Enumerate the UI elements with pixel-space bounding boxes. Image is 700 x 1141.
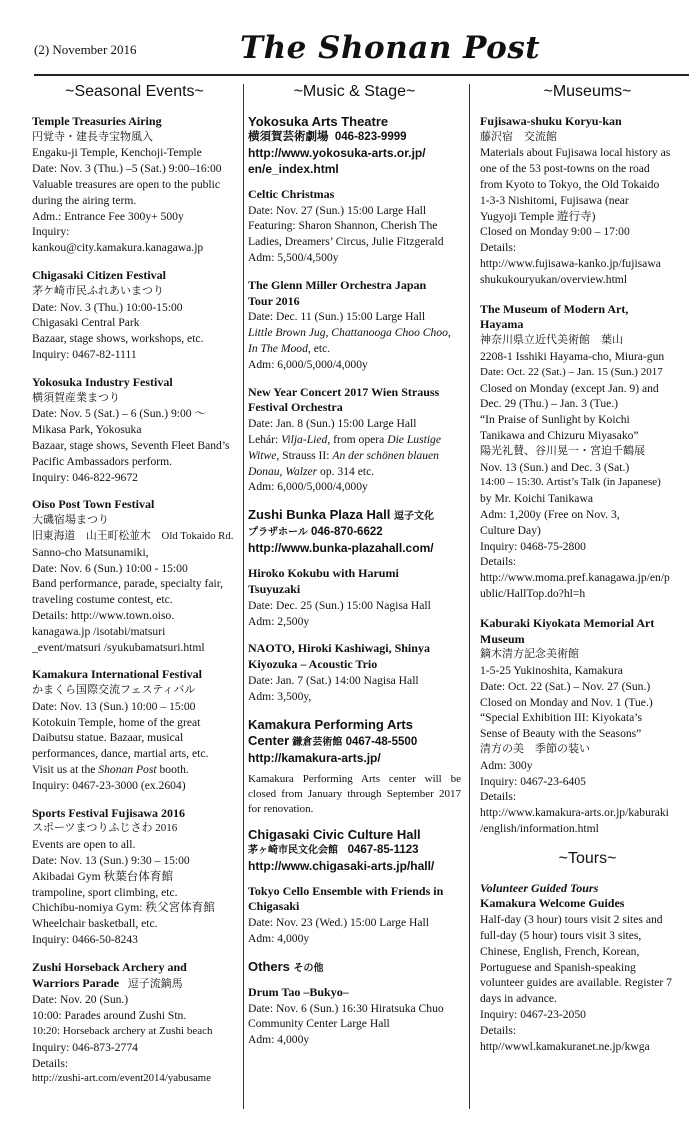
show-title: NAOTO, Hiroki Kashiwagi, Shinya <box>248 641 430 656</box>
museum-title: Kaburaki Kiyokata Memorial Art <box>480 615 655 630</box>
show-date: Date: Dec. 11 (Sun.) 15:00 Large Hall <box>248 310 426 324</box>
event-entry <box>32 497 237 655</box>
show-title: Kiyozuka – Acoustic Trio <box>248 657 378 672</box>
tour-inquiry: Inquiry: 0467-23-2050 <box>480 1008 586 1022</box>
show-title: Festival Orchestra <box>248 400 343 415</box>
show-title: Hiroko Kokubu with Harumi <box>248 566 399 581</box>
venue-name: Chigasaki Civic Culture Hall <box>248 826 421 842</box>
event-date: Date: Nov. 13 (Sun.) 10:00 – 15:00 <box>32 699 196 713</box>
column-divider <box>243 84 244 1109</box>
program-part: Donau, Walzer <box>248 464 318 478</box>
show-program: Little Brown Jug, Chattanooga Choo Choo, <box>248 326 451 340</box>
show-title: Chigasaki <box>248 899 300 914</box>
event-title: Temple Treasuries Airing <box>32 113 162 128</box>
event-email[interactable]: kankou@city.kamakura.kanagawa.jp <box>32 241 204 255</box>
venue-name-ja: 鎌倉芸術館 <box>292 736 343 748</box>
venue-name: Kamakura Performing Arts <box>248 716 413 732</box>
museum-text: Materials about Fujisawa local history as <box>480 146 671 160</box>
show-program <box>248 448 461 464</box>
museum-details: Details: <box>480 790 517 804</box>
venue-url[interactable]: http://kamakura-arts.jp/ <box>248 750 381 765</box>
museum-address: Yugyoji Temple 遊行寺) <box>480 209 596 223</box>
venue-name: Yokosuka Arts Theatre <box>248 113 389 129</box>
exhibition-title-ja: 陽光礼賛、谷川晃一・宮迫千鶴展 <box>480 444 645 457</box>
exhibition-title: Tanikawa and Chizuru Miyasako” <box>480 428 639 442</box>
museum-url[interactable]: ublic/HallTop.do?hl=h <box>480 586 586 600</box>
museum-title: Fujisawa-shuku Koryu-kan <box>480 113 622 128</box>
museum-entry <box>480 114 695 288</box>
venue-block <box>248 507 461 556</box>
event-text: Bazaar, stage shows, workshops, etc. <box>32 332 204 346</box>
show-title: Drum Tao –Bukyo– <box>248 984 349 999</box>
museum-title-ja: 藤沢宿 交流館 <box>480 130 557 143</box>
event-entry <box>32 806 237 948</box>
tour-text: Chinese, English, French, Korean, <box>480 944 640 958</box>
museum-date: Date: Oct. 22 (Sat.) – Jan. 15 (Sun.) 2017 <box>480 365 663 378</box>
event-title: Kamakura International Festival <box>32 667 202 682</box>
museum-title: The Museum of Modern Art, <box>480 301 629 316</box>
event-text: Band performance, parade, specialty fair, <box>32 577 224 591</box>
show-venue: Community Center Large Hall <box>248 1017 390 1031</box>
museum-date: Date: Oct. 22 (Sat.) – Nov. 27 (Sun.) <box>480 679 651 693</box>
tour-entry <box>480 881 695 1055</box>
show-entry <box>248 187 461 266</box>
venue-name-line <box>248 959 461 977</box>
museum-hours: Closed on Monday and Nov. 1 (Tue.) <box>480 695 653 709</box>
exhibition-title-ja: 清方の美 季節の装い <box>480 743 590 756</box>
show-entry <box>248 566 461 629</box>
tour-text: days in advance. <box>480 992 557 1006</box>
museum-text: one of the 53 post-towns on the road <box>480 162 650 176</box>
museum-title-ja: 神奈川県立近代美術館 葉山 <box>480 334 623 347</box>
tour-text: Portuguese and Spanish-speaking <box>480 960 636 974</box>
section-heading-seasonal: ~Seasonal Events~ <box>65 83 204 100</box>
show-date: Date: Jan. 7 (Sat.) 14:00 Nagisa Hall <box>248 673 419 687</box>
seasonal-events-column <box>32 84 237 1099</box>
show-date: Date: Nov. 6 (Sun.) 16:30 Hiratsuka Chuo <box>248 1001 444 1015</box>
column-divider <box>469 84 470 1109</box>
museum-address: 2208-1 Isshiki Hayama-cho, Miura-gun <box>480 349 665 363</box>
museum-details: Details: <box>480 241 517 255</box>
venue-notice: Kamakura Performing Arts center will be closed from January through September 2017 for renovation. <box>248 772 461 815</box>
section-heading-museums: ~Museums~ <box>543 83 632 100</box>
museum-entry <box>480 302 695 602</box>
venue-url[interactable]: http://www.bunka-plazahall.com/ <box>248 541 434 556</box>
event-text: during the airing term. <box>32 193 137 207</box>
event-text: traveling costume contest, etc. <box>32 593 173 607</box>
museum-admission: Adm: 300y <box>480 758 533 772</box>
tour-category: Volunteer Guided Tours <box>480 880 599 895</box>
event-date: Date: Nov. 3 (Thu.) –5 (Sat.) 9:00–16:00 <box>32 162 222 176</box>
event-venue: Akibadai Gym 秋葉台体育館 <box>32 869 174 883</box>
museum-hours: Closed on Monday 9:00 – 17:00 <box>480 225 630 239</box>
program-part: An der schönen blauen <box>332 448 439 462</box>
event-url[interactable]: _event/matsuri /syukubamatsuri.html <box>32 640 205 654</box>
venue-block <box>248 827 461 874</box>
event-venue: 旧東海道 山王町松並木 Old Tokaido Rd. <box>32 529 234 542</box>
event-text: Kotokuin Temple, home of the great <box>32 715 201 729</box>
venue-url[interactable]: http://www.yokosuka-arts.or.jp/ <box>248 145 426 160</box>
event-admission: Adm.: Entrance Fee 300y+ 500y <box>32 209 184 223</box>
show-program <box>248 432 461 448</box>
event-date: Date: Nov. 5 (Sat.) – 6 (Sun.) 9:00 ～ <box>32 407 207 421</box>
show-title: The Glenn Miller Orchestra Japan <box>248 277 427 292</box>
show-admission: Adm: 3,500y, <box>248 689 312 703</box>
venue-contact <box>248 733 461 750</box>
tour-title: Kamakura Welcome Guides <box>480 896 625 911</box>
venue-url[interactable]: en/e_index.html <box>248 161 339 176</box>
issue-date: (2) November 2016 <box>34 42 137 57</box>
exhibition-title: “In Praise of Sunlight by Koichi <box>480 413 630 427</box>
event-venue: Engaku-ji Temple, Kenchoji-Temple <box>32 146 202 160</box>
event-details: Details: <box>32 1056 69 1070</box>
program-part: Witwe <box>248 448 277 462</box>
museum-url[interactable]: /english/information.html <box>480 822 599 836</box>
event-text: Valuable treasures are open to the public <box>32 177 221 191</box>
museum-admission: Adm: 1,200y (Free on Nov. 3, <box>480 507 620 521</box>
venue-contact <box>248 130 461 145</box>
museum-url[interactable]: http://www.fujisawa-kanko.jp/fujisawa <box>480 256 661 270</box>
venue-url[interactable]: http://www.chigasaki-arts.jp/hall/ <box>248 858 435 873</box>
section-heading-tours: ~Tours~ <box>558 849 617 867</box>
venue-name-ja: 逗子文化 <box>393 511 434 523</box>
event-text: Daibutsu statue. Bazaar, musical <box>32 731 184 745</box>
venue-phone: 046-870-6622 <box>311 526 383 539</box>
event-date: Date: Nov. 13 (Sun.) 9:30 – 15:00 <box>32 854 190 868</box>
show-title: Tokyo Cello Ensemble with Friends in <box>248 883 444 898</box>
tour-details: Details: <box>480 1023 517 1037</box>
event-venue: Chichibu-nomiya Gym: 秩父宮体育館 <box>32 901 215 915</box>
museum-url[interactable]: http://www.moma.pref.kanagawa.jp/en/p <box>480 571 670 585</box>
venue-phone: 0467-48-5500 <box>345 735 418 748</box>
event-inquiry: Inquiry: 0467-82-1111 <box>32 347 137 361</box>
show-text: Featuring: Sharon Shannon, Cherish The <box>248 219 438 233</box>
section-heading-music: ~Music & Stage~ <box>293 83 416 100</box>
event-title-ja: 円覚寺・建長寺宝物風入 <box>32 130 153 143</box>
program-part: , Strauss II: <box>276 448 333 462</box>
venue-name-ja: プラザホール <box>248 527 308 539</box>
museum-title: Museum <box>480 631 525 646</box>
event-text: 10:20: Horseback archery at Zushi beach <box>32 1025 213 1038</box>
museum-address: 1-3-3 Nishitomi, Fujisawa (near <box>480 193 629 207</box>
show-program <box>248 464 461 480</box>
museum-text: Nov. 13 (Sun.) and Dec. 3 (Sat.) <box>480 460 630 474</box>
event-title-line <box>32 976 237 993</box>
venue-name-ja: 横須賀芸術劇場 <box>248 130 329 143</box>
show-admission: Adm: 4,000y <box>248 931 310 945</box>
tour-text: volunteer guides are available. Register 7 <box>480 976 672 990</box>
museum-hours: Dec. 29 (Thu.) – Jan. 3 (Tue.) <box>480 397 619 411</box>
event-title: Chigasaki Citizen Festival <box>32 267 166 282</box>
show-entry <box>248 278 461 373</box>
museum-title: Hayama <box>480 317 524 332</box>
museum-url[interactable]: shukukouryukan/overview.html <box>480 272 628 286</box>
show-text: Ladies, Dreamers’ Circus, Julie Fitzgerald <box>248 235 444 249</box>
program-part: op. 314 etc. <box>317 464 375 478</box>
publication-name: Shonan Post <box>98 763 157 777</box>
event-venue: Sanno-cho Matsunamiki, <box>32 545 149 559</box>
event-inquiry-label: Inquiry: <box>32 225 70 239</box>
event-text: Bazaar, stage shows, Seventh Fleet Band’s <box>32 438 230 452</box>
show-title: Celtic Christmas <box>248 186 335 201</box>
museum-hours: Closed on Monday (except Jan. 9) and <box>480 381 659 395</box>
show-admission: Adm: 6,000/5,000/4,000y <box>248 480 368 494</box>
show-program <box>248 341 461 357</box>
masthead-bar <box>0 30 700 80</box>
event-details: Details: http://www.town.oiso. <box>32 608 175 622</box>
event-title: Sports Festival Fujisawa 2016 <box>32 805 185 820</box>
show-date: Date: Nov. 27 (Sun.) 15:00 Large Hall <box>248 203 427 217</box>
museum-inquiry: Inquiry: 0467-23-6405 <box>480 774 586 788</box>
event-title-ja: 大磯宿場まつり <box>32 514 109 527</box>
museum-entry <box>480 616 695 837</box>
museum-title-ja: 鏑木清方記念美術館 <box>480 648 579 661</box>
show-title: Tour 2016 <box>248 293 300 308</box>
venue-name: Others <box>248 958 290 974</box>
museum-inquiry: Inquiry: 0468-75-2800 <box>480 539 586 553</box>
event-title: Warriors Parade <box>32 975 119 990</box>
event-date: Date: Nov. 3 (Thu.) 10:00-15:00 <box>32 300 183 314</box>
program-part: Lehár: <box>248 432 282 446</box>
museums-column <box>480 84 695 1066</box>
event-title: Yokosuka Industry Festival <box>32 374 173 389</box>
event-text: trampoline, sport climbing, etc. <box>32 885 178 899</box>
event-entry <box>32 375 237 486</box>
show-entry <box>248 385 461 496</box>
event-title-ja: 茅ケ崎市民ふれあいまつり <box>32 284 164 297</box>
tour-text: full-day (5 hour) tours visit 3 sites, <box>480 929 642 943</box>
event-text-part: Visit us at the <box>32 763 99 777</box>
venue-name: Zushi Bunka Plaza Hall <box>248 507 391 523</box>
event-inquiry: Inquiry: 046-873-2774 <box>32 1040 138 1054</box>
event-text: Events are open to all. <box>32 838 136 852</box>
museum-text: from Kyoto to Tokyo, the Old Tokaido <box>480 177 660 191</box>
venue-phone: 0467-85-1123 <box>347 843 419 856</box>
exhibition-title: Sense of Beauty with the Seasons” <box>480 727 642 741</box>
event-title-ja: スポーツまつりふじさわ 2016 <box>32 822 178 835</box>
event-text <box>32 762 237 778</box>
venue-block <box>248 114 461 177</box>
venue-name-ja: その他 <box>293 962 324 974</box>
event-title: Zushi Horseback Archery and <box>32 959 187 974</box>
show-admission: Adm: 4,000y <box>248 1033 310 1047</box>
event-text: 10:00: Parades around Zushi Stn. <box>32 1009 187 1023</box>
program-part: Die Lustige <box>387 432 441 446</box>
event-url[interactable]: kanagawa.jp /isotabi/matsuri <box>32 624 166 638</box>
show-date: Date: Dec. 25 (Sun.) 15:00 Nagisa Hall <box>248 598 431 612</box>
event-date: Date: Nov. 20 (Sun.) <box>32 993 129 1007</box>
event-text-part: booth. <box>156 763 189 777</box>
exhibition-title: “Special Exhibition III: Kiyokata’s <box>480 711 642 725</box>
event-text: Wheelchair basketball, etc. <box>32 917 158 931</box>
venue-phone: 046-823-9999 <box>334 130 407 143</box>
event-title-ja: かまくら国際交流フェスティバル <box>32 684 196 697</box>
show-program-part: In The Mood <box>248 341 308 355</box>
museum-admission: Culture Day) <box>480 523 541 537</box>
program-part: , from opera <box>327 432 388 446</box>
event-inquiry: Inquiry: 0467-23-3000 (ex.2604) <box>32 778 186 792</box>
venue-name-ja: 茅ヶ崎市民文化会館 <box>248 844 338 856</box>
museum-details: Details: <box>480 555 517 569</box>
venue-block <box>248 717 461 817</box>
tour-url[interactable]: http//wwwl.kamakuranet.ne.jp/kwga <box>480 1039 650 1053</box>
event-entry <box>32 667 237 793</box>
show-admission: Adm: 5,500/4,500y <box>248 250 339 264</box>
music-stage-column <box>248 84 461 1060</box>
museum-text: by Mr. Koichi Tanikawa <box>480 492 593 506</box>
event-text: performances, dance, martial arts, etc. <box>32 747 209 761</box>
show-date: Date: Nov. 23 (Wed.) 15:00 Large Hall <box>248 916 429 930</box>
museum-text: 14:00 – 15:30. Artist’s Talk (in Japanese) <box>480 476 661 489</box>
event-text: Pacific Ambassadors perform. <box>32 454 173 468</box>
venue-name: Center <box>248 732 290 748</box>
venue-contact <box>248 843 461 858</box>
show-title: Tsuyuzaki <box>248 581 301 596</box>
museum-url[interactable]: http://www.kamakura-arts.or.jp/kaburaki <box>480 806 669 820</box>
show-admission: Adm: 2,500y <box>248 614 310 628</box>
show-admission: Adm: 6,000/5,000/4,000y <box>248 357 368 371</box>
show-entry <box>248 641 461 704</box>
venue-name-line <box>248 507 461 525</box>
publication-title: The Shonan Post <box>240 30 541 66</box>
event-title: Oiso Post Town Festival <box>32 497 155 512</box>
museum-address: 1-5-25 Yukinoshita, Kamakura <box>480 664 623 678</box>
event-venue: Chigasaki Central Park <box>32 316 140 330</box>
event-date: Date: Nov. 6 (Sun.) 10:00 - 15:00 <box>32 561 188 575</box>
show-title: New Year Concert 2017 Wien Strauss <box>248 384 440 399</box>
header-rule <box>34 74 689 76</box>
event-title-ja: 横須賀産業まつり <box>32 391 120 404</box>
program-part: Vilja-Lied <box>281 432 328 446</box>
event-inquiry: Inquiry: 0466-50-8243 <box>32 933 138 947</box>
event-title-ja: 逗子流鏑馬 <box>127 977 183 990</box>
event-venue: Mikasa Park, Yokosuka <box>32 423 142 437</box>
event-entry <box>32 114 237 256</box>
event-inquiry: Inquiry: 046-822-9672 <box>32 470 138 484</box>
tour-text: Half-day (3 hour) tours visit 2 sites and <box>480 913 663 927</box>
show-entry <box>248 884 461 947</box>
venue-contact <box>248 525 461 540</box>
show-entry <box>248 985 461 1048</box>
event-url[interactable]: http://zushi-art.com/event2014/yabusame <box>32 1072 212 1085</box>
event-entry <box>32 268 237 363</box>
venue-block <box>248 959 461 977</box>
event-entry <box>32 960 237 1087</box>
show-program-part: , etc. <box>307 341 331 355</box>
show-date: Date: Jan. 8 (Sun.) 15:00 Large Hall <box>248 417 417 431</box>
